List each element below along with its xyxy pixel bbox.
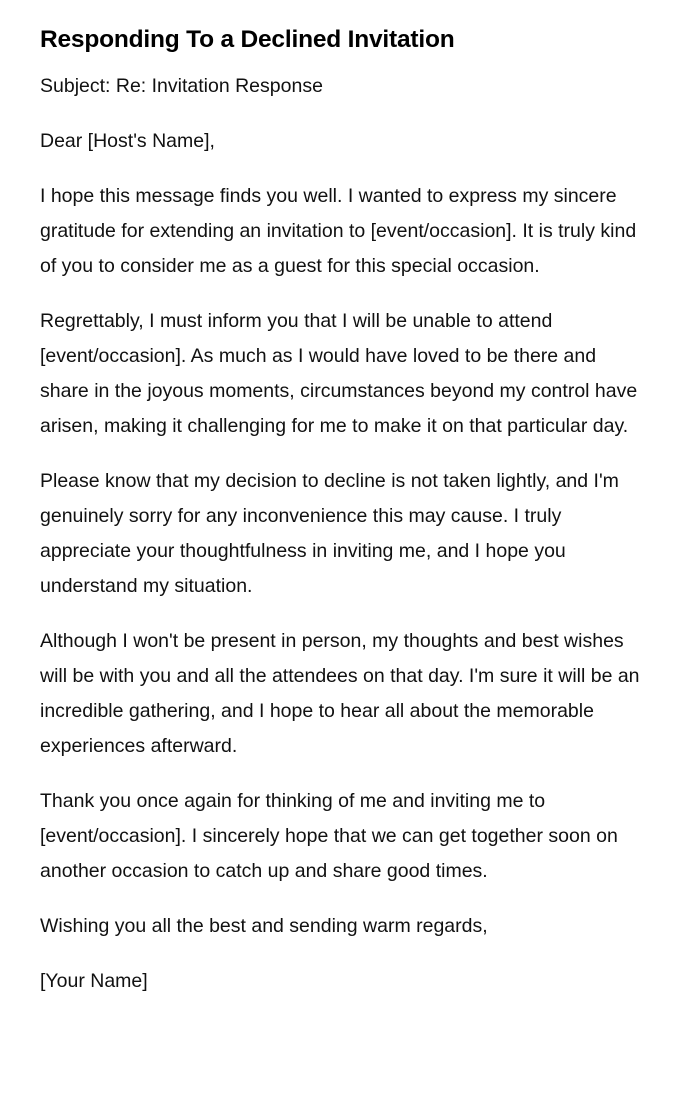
subject-line: Subject: Re: Invitation Response (40, 75, 323, 97)
body-paragraph-4: Although I won't be present in person, my thoughts and best wishes will be with you and all the attendees on that day. I'm sure it will be an incredible gathering, and I hope to hear all about the memorable experiences afterward. (40, 630, 640, 757)
document-title: Responding To a Declined Invitation (40, 26, 455, 53)
letter-document (40, 22, 650, 1019)
closing-line: Wishing you all the best and sending warm regards, (40, 915, 488, 937)
signature: [Your Name] (40, 970, 148, 992)
body-paragraph-3: Please know that my decision to decline is not taken lightly, and I'm genuinely sorry for any inconvenience this may cause. I truly appreciate your thoughtfulness in inviting me, and I hope you understand my situation. (40, 470, 619, 597)
body-paragraph-1: I hope this message finds you well. I wanted to express my sincere gratitude for extending an invitation to [event/occasion]. It is truly kind of you to consider me as a guest for this special occasion. (40, 185, 637, 277)
body-paragraph-5: Thank you once again for thinking of me and inviting me to [event/occasion]. I sincerely hope that we can get together soon on another occasion to catch up and share good times. (40, 790, 618, 882)
salutation: Dear [Host's Name], (40, 130, 215, 152)
body-paragraph-2: Regrettably, I must inform you that I will be unable to attend [event/occasion]. As much as I would have loved to be there and share in the joyous moments, circumstances beyond my control have arisen, making it challenging for me to make it on that particular day. (40, 310, 638, 437)
